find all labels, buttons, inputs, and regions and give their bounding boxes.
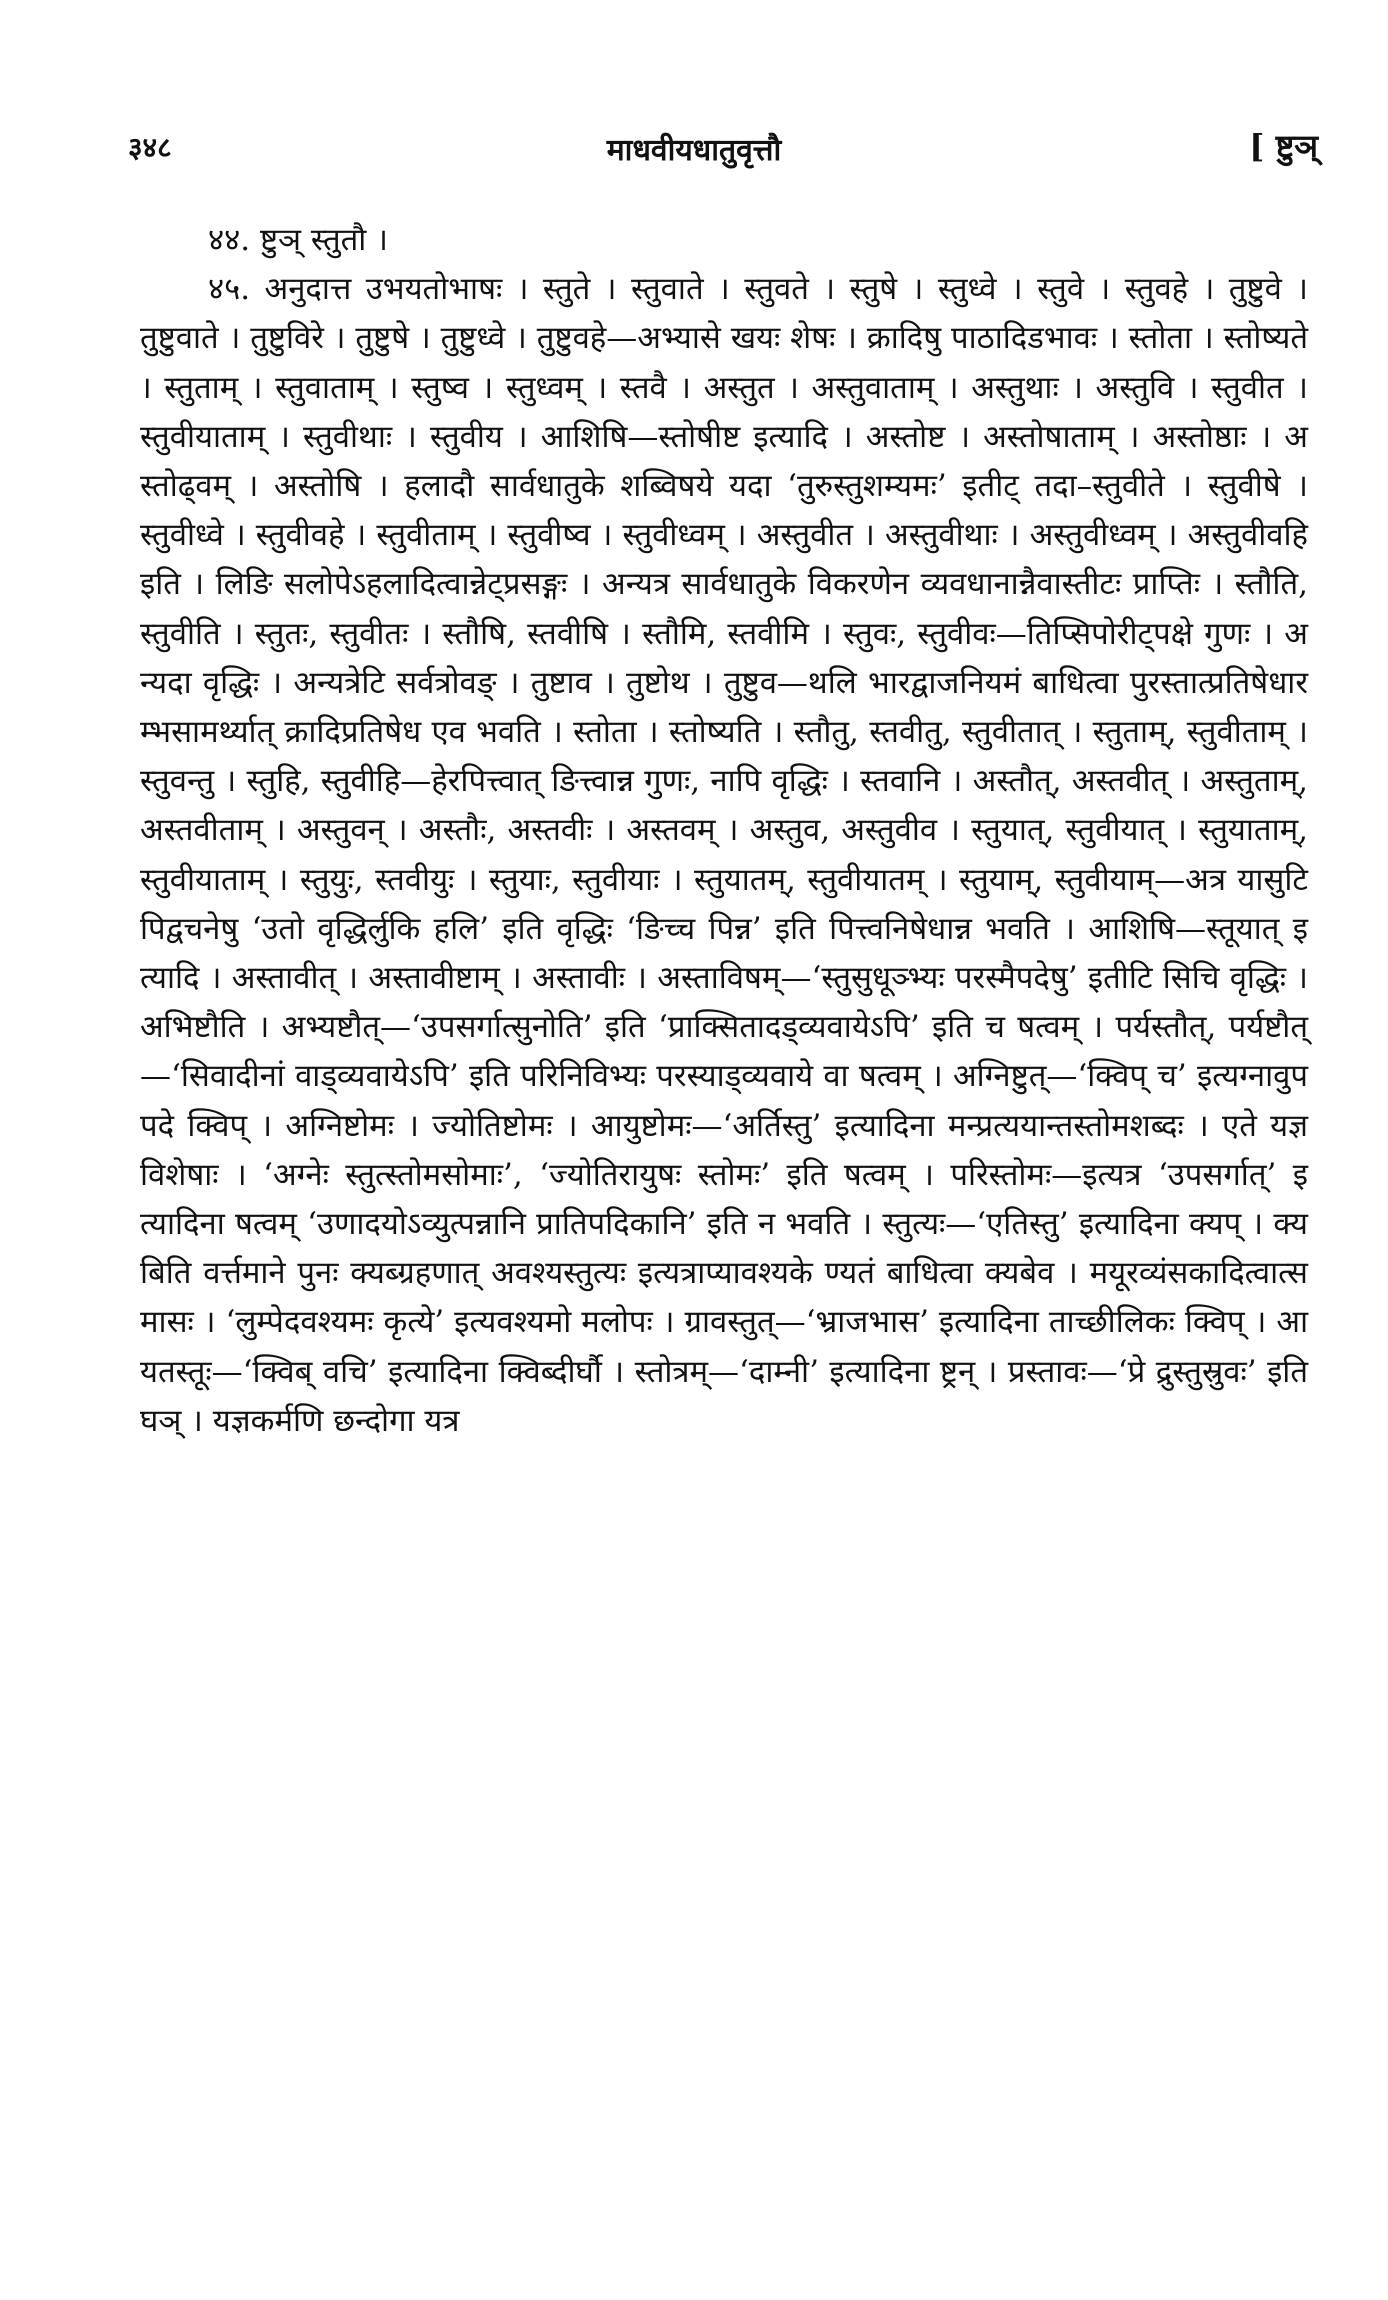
- section-word: [ ष्टुञ्: [1249, 127, 1318, 165]
- running-title: माधवीयधातुवृत्तौ: [606, 133, 782, 168]
- page-number: ३४८: [128, 131, 172, 164]
- sutra-45-paragraph: ४५. अनुदात्त उभयतोभाषः । स्तुते । स्तुवाते । स्तुवते । स्तुषे । स्तुध्वे । स्तुवे । स्तुवहे । तुष्टुवे । तुष्टुवाते । तुष्टुविरे । तुष्टुषे । तुष्टुध्वे । तुष्टुवहे—अभ्यासे खयः शेषः । क्रादिषु पाठादिडभावः । स्तोता । स्तोष्यते । स्तुताम् । स्तुवाताम् । स्तुष्व । स्तुध्वम् । स्तवै । अस्तुत । अस्तुवाताम् । अस्तुथाः । अस्तुवि । स्तुवीत । स्तुवीयाताम् । स्तुवीथाः । स्तुवीय । आशिषि—स्तोषीष्ट इत्यादि । अस्तोष्ट । अस्तोषाताम् । अस्तोष्ठाः । अस्तोढ्वम् । अस्तोषि । हलादौ सार्वधातुके शब्विषये यदा ‘तुरुस्तुशम्यमः’ इतीट् तदा–स्तुवीते । स्तुवीषे । स्तुवीध्वे । स्तुवीवहे । स्तुवीताम् । स्तुवीष्व । स्तुवीध्वम् । अस्तुवीत । अस्तुवीथाः । अस्तुवीध्वम् । अस्तुवीवहि इति । लिङि सलोपेऽहलादित्वान्नेट्प्रसङ्गः । अन्यत्र सार्वधातुके विकरणेन व्यवधानान्नैवास्तीटः प्राप्तिः । स्तौति, स्तुवीति । स्तुतः, स्तुवीतः । स्तौषि, स्तवीषि । स्तौमि, स्तवीमि । स्तुवः, स्तुवीवः—तिप्सिपोरीट्पक्षे गुणः । अन्यदा वृद्धिः । अन्यत्रेटि सर्वत्रोवङ् । तुष्टाव । तुष्टोथ । तुष्टुव—थलि भारद्वाजनियमं बाधित्वा पुरस्तात्प्रतिषेधारम्भसामर्थ्यात् क्रादिप्रतिषेध एव भवति । स्तोता । स्तोष्यति । स्तौतु, स्तवीतु, स्तुवीतात् । स्तुताम्, स्तुवीताम् । स्तुवन्तु । स्तुहि, स्तुवीहि—हेरपित्त्वात् ङित्त्वान्न गुणः, नापि वृद्धिः । स्तवानि । अस्तौत्, अस्तवीत् । अस्तुताम्, अस्तवीताम् । अस्तुवन् । अस्तौः, अस्तवीः । अस्तवम् । अस्तुव, अस्तुवीव । स्तुयात्, स्तुवीयात् । स्तुयाताम्, स्तुवीयाताम् । स्तुयुः, स्तवीयुः । स्तुयाः, स्तुवीयाः । स्तुयातम्, स्तुवीयातम् । स्तुयाम्, स्तुवीयाम्—अत्र यासुटि पिद्वचनेषु ‘उतो वृद्धिर्लुकि हलि’ इति वृद्धिः ‘ङिच्च पिन्न’ इति पित्त्वनिषेधान्न भवति । आशिषि—स्तूयात् इत्यादि । अस्तावीत् । अस्तावीष्टाम् । अस्तावीः । अस्ताविषम्—‘स्तुसुधूञ्भ्यः परस्मैपदेषु’ इतीटि सिचि वृद्धिः । अभिष्टौति । अभ्यष्टौत्—‘उपसर्गात्सुनोति’ इति ‘प्राक्सितादड्व्यवायेऽपि’ इति च षत्वम् । पर्यस्तौत्, पर्यष्टौत्—‘सिवादीनां वाड्व्यवायेऽपि’ इति परिनिविभ्यः परस्याड्व्यवाये वा षत्वम् । अग्निष्टुत्—‘क्विप् च’ इत्यग्नावुपपदे क्विप् । अग्निष्टोमः । ज्योतिष्टोमः । आयुष्टोमः—‘अर्तिस्तु’ इत्यादिना मन्प्रत्ययान्तस्तोमशब्दः । एते यज्ञविशेषाः । ‘अग्नेः स्तुत्स्तोमसोमाः’, ‘ज्योतिरायुषः स्तोमः’ इति षत्वम् । परिस्तोमः—इत्यत्र ‘उपसर्गात्’ इत्यादिना षत्वम् ‘उणादयोऽव्युत्पन्नानि प्रातिपदिकानि’ इति न भवति । स्तुत्यः—‘एतिस्तु’ इत्यादिना क्यप् । क्यबिति वर्त्तमाने पुनः क्यब्ग्रहणात् अवश्यस्तुत्यः इत्यत्राप्यावश्यके ण्यतं बाधित्वा क्यबेव । मयूरव्यंसकादित्वात्समासः । ‘लुम्पेदवश्यमः कृत्ये’ इत्यवश्यमो मलोपः । ग्रावस्तुत्—‘भ्राजभास’ इत्यादिना ताच्छीलिकः क्विप् । आयतस्तूः—‘क्विब् वचि’ इत्यादिना क्विब्दीर्घौ । स्तोत्रम्—‘दाम्नी’ इत्यादिना ष्ट्रन् । प्रस्तावः—‘प्रे द्रुस्तुस्रुवः’ इति घञ् । यज्ञकर्मणि छन्दोगा यत्र: [140, 271, 1308, 1439]
- page-body: [140, 216, 1308, 1446]
- sutra-44-paragraph: ४४. ष्टुञ् स्तुतौ ।: [208, 222, 388, 258]
- page-header: [0, 128, 1388, 178]
